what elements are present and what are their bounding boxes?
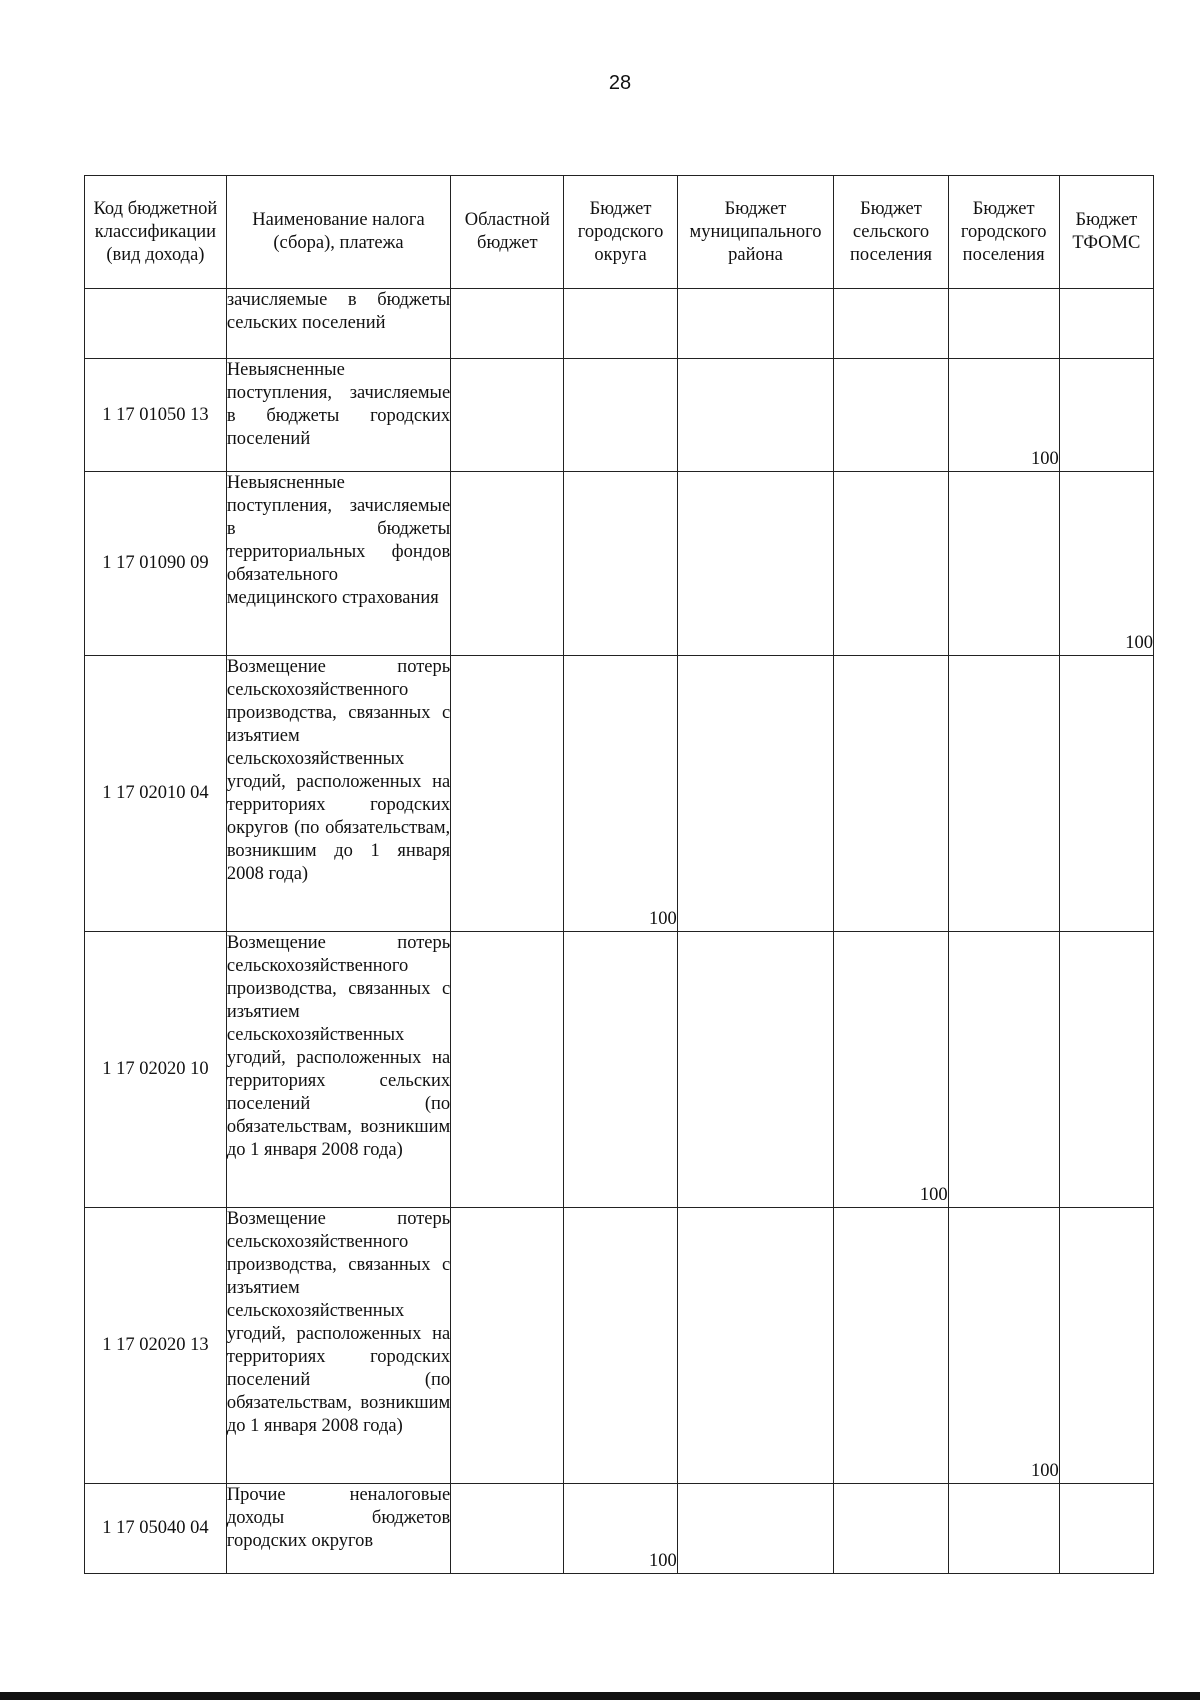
value-tfoms (1059, 359, 1153, 472)
value-regional (451, 472, 564, 656)
value-city-district (564, 472, 677, 656)
value-urban-settlement: 100 (948, 1208, 1059, 1484)
header-tfoms: Бюджет ТФОМС (1059, 176, 1153, 289)
value-municipal-district (677, 656, 834, 932)
row-name: Невыясненные поступления, зачисляемые в бюджеты территориальных фондов обязательного медицинского страхования (226, 472, 450, 656)
value-rural-settlement (834, 656, 948, 932)
value-tfoms: 100 (1059, 472, 1153, 656)
table-row (85, 472, 1154, 656)
row-code: 1 17 01050 13 (85, 359, 227, 472)
value-regional (451, 1208, 564, 1484)
table-row (85, 932, 1154, 1208)
value-rural-settlement: 100 (834, 932, 948, 1208)
value-rural-settlement (834, 289, 948, 359)
header-row (85, 176, 1154, 289)
value-city-district: 100 (564, 656, 677, 932)
value-rural-settlement (834, 359, 948, 472)
table-row (85, 289, 1154, 359)
row-name: Возмещение потерь сельскохозяйственного производства, связанных с изъятием сельскохозяйственных угодий, расположенных на территориях городских поселений (по обязательствам, возникшим до 1 января 2008 года) (226, 1208, 450, 1484)
value-tfoms (1059, 656, 1153, 932)
row-code: 1 17 02020 10 (85, 932, 227, 1208)
value-regional (451, 932, 564, 1208)
value-urban-settlement (948, 932, 1059, 1208)
table-row (85, 656, 1154, 932)
value-municipal-district (677, 359, 834, 472)
table-row (85, 1484, 1154, 1574)
value-municipal-district (677, 932, 834, 1208)
header-code: Код бюджетной классификации (вид дохода) (85, 176, 227, 289)
row-code: 1 17 02010 04 (85, 656, 227, 932)
value-tfoms (1059, 932, 1153, 1208)
value-tfoms (1059, 289, 1153, 359)
value-urban-settlement (948, 289, 1059, 359)
value-regional (451, 359, 564, 472)
value-municipal-district (677, 1208, 834, 1484)
value-rural-settlement (834, 1484, 948, 1574)
value-rural-settlement (834, 1208, 948, 1484)
value-city-district (564, 359, 677, 472)
row-name: Возмещение потерь сельскохозяйственного производства, связанных с изъятием сельскохозяйственных угодий, расположенных на территориях городских округов (по обязательствам, возникшим до 1 января 2008 года) (226, 656, 450, 932)
value-municipal-district (677, 289, 834, 359)
header-name: Наименование налога (сбора), платежа (226, 176, 450, 289)
value-regional (451, 1484, 564, 1574)
value-urban-settlement (948, 1484, 1059, 1574)
value-city-district: 100 (564, 1484, 677, 1574)
header-rural-settlement: Бюджет сельского поселения (834, 176, 948, 289)
row-code: 1 17 05040 04 (85, 1484, 227, 1574)
value-city-district (564, 932, 677, 1208)
value-city-district (564, 1208, 677, 1484)
row-name: зачисляемые в бюджеты сельских поселений (226, 289, 450, 359)
row-name: Невыясненные поступления, зачисляемые в бюджеты городских поселений (226, 359, 450, 472)
value-municipal-district (677, 472, 834, 656)
value-rural-settlement (834, 472, 948, 656)
value-urban-settlement (948, 472, 1059, 656)
value-tfoms (1059, 1208, 1153, 1484)
header-urban-settlement: Бюджет городского поселения (948, 176, 1059, 289)
value-urban-settlement (948, 656, 1059, 932)
row-code (85, 289, 227, 359)
value-regional (451, 656, 564, 932)
header-municipal-district: Бюджет муниципального района (677, 176, 834, 289)
revenue-distribution-table (84, 175, 1154, 1574)
header-regional: Областной бюджет (451, 176, 564, 289)
scan-bottom-edge (0, 1692, 1200, 1700)
header-city-district: Бюджет городского округа (564, 176, 677, 289)
value-urban-settlement: 100 (948, 359, 1059, 472)
value-tfoms (1059, 1484, 1153, 1574)
value-regional (451, 289, 564, 359)
value-city-district (564, 289, 677, 359)
value-municipal-district (677, 1484, 834, 1574)
row-code: 1 17 01090 09 (85, 472, 227, 656)
table-row (85, 1208, 1154, 1484)
page-number: 28 (608, 72, 632, 94)
row-code: 1 17 02020 13 (85, 1208, 227, 1484)
row-name: Возмещение потерь сельскохозяйственного производства, связанных с изъятием сельскохозяйственных угодий, расположенных на территориях сельских поселений (по обязательствам, возникшим до 1 января 2008 года) (226, 932, 450, 1208)
row-name: Прочие неналоговые доходы бюджетов городских округов (226, 1484, 450, 1574)
table-row (85, 359, 1154, 472)
